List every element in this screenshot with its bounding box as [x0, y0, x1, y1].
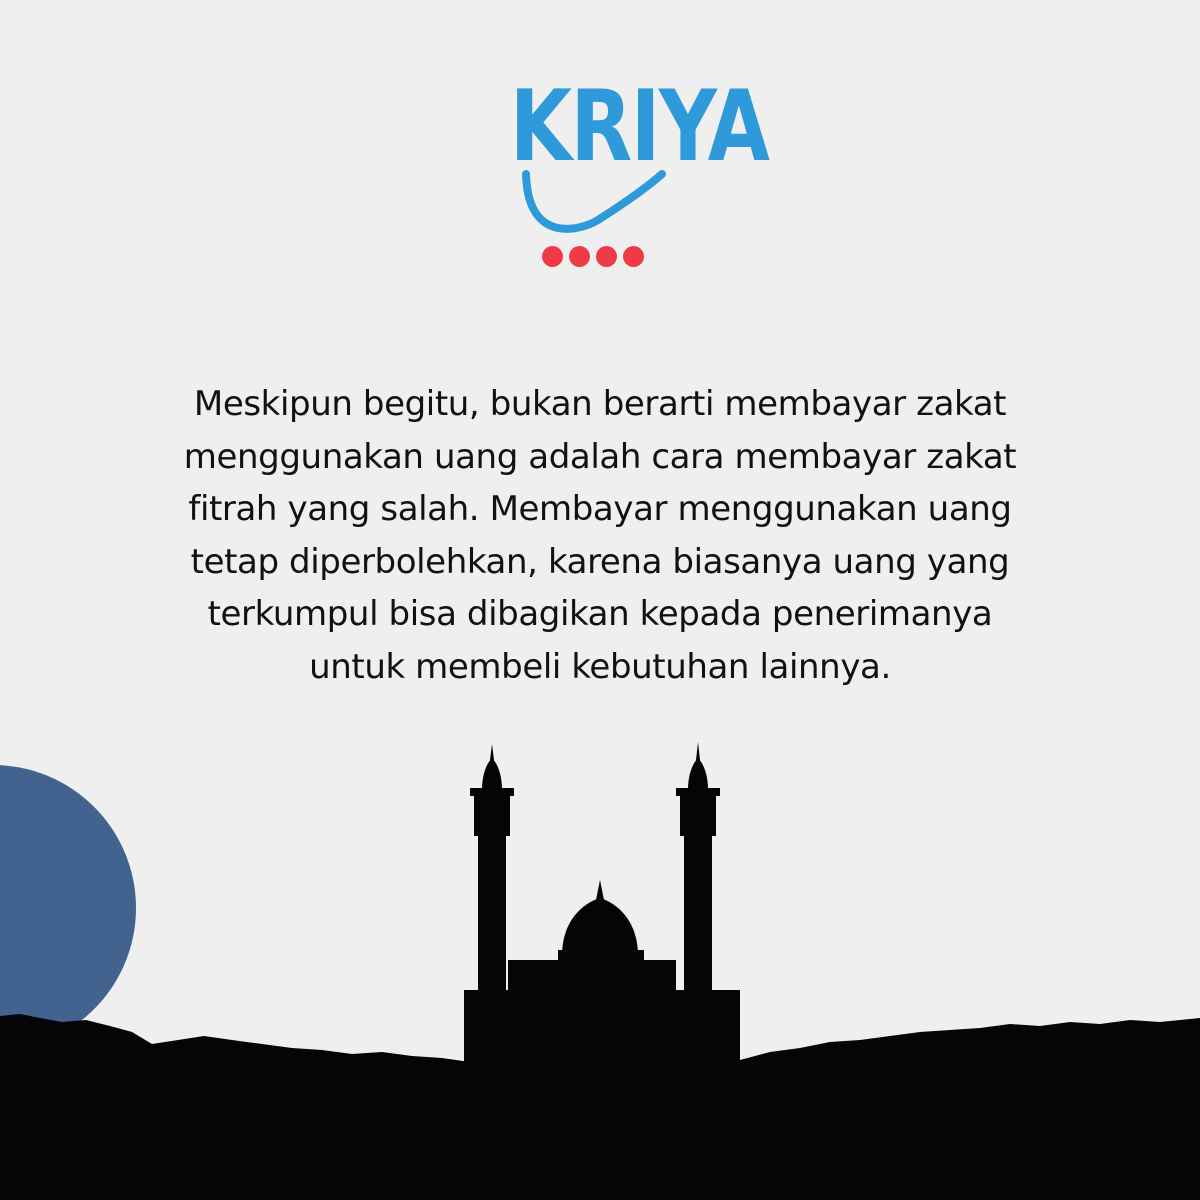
body-paragraph: Meskipun begitu, bukan berarti membayar zakat menggunakan uang adalah cara membayar zakat fitrah yang salah. Membayar menggunakan uang tetap diperbolehkan, karena biasanya uang yang terkumpul bisa dibagikan kepada penerimanya untuk membeli kebutuhan lainnya. — [183, 384, 1017, 687]
brand-wordmark: KRIYA — [509, 70, 769, 184]
